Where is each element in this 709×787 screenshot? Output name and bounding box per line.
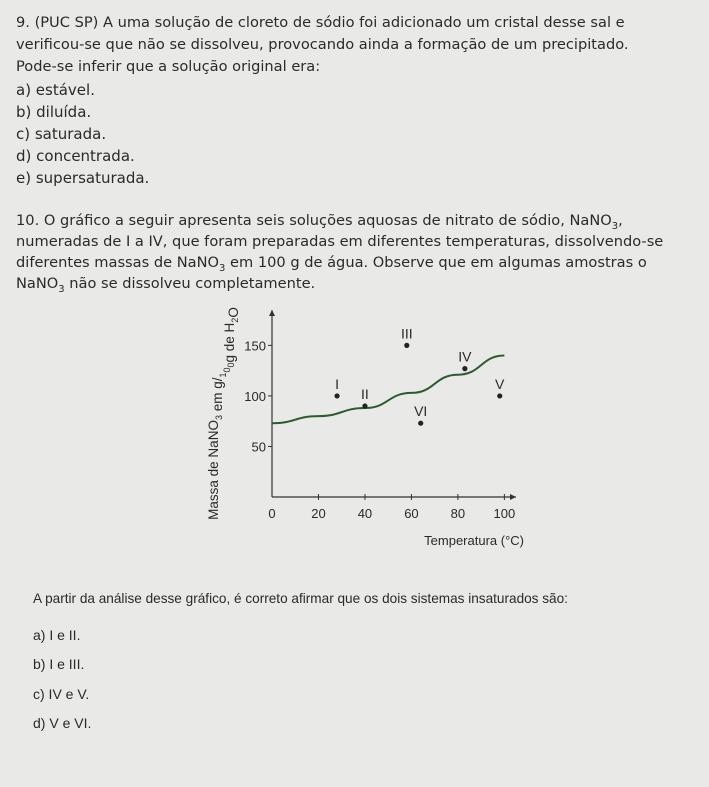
point-label-iii: III xyxy=(400,325,413,342)
x-tick-label: 100 xyxy=(493,506,516,521)
y-axis-title-part: Massa de NaNO xyxy=(206,420,221,520)
point-label-v: V xyxy=(495,375,505,392)
q10-line-3a: diferentes massas de NaNO xyxy=(16,254,219,271)
x-tick-label: 0 xyxy=(268,506,276,521)
y-axis-title-part: g de H xyxy=(222,322,237,363)
x-tick-label: 40 xyxy=(357,506,373,521)
point-iii xyxy=(404,343,409,348)
y-tick-label: 50 xyxy=(251,439,266,455)
q10-line-1-sub: 3 xyxy=(611,220,619,232)
y-axis-title-part: O xyxy=(226,307,241,318)
x-axis-arrow xyxy=(510,494,516,500)
q9-line-2: verificou-se que não se dissolveu, provocando ainda a formação de um precipitado. xyxy=(16,36,629,53)
y-axis-title xyxy=(206,307,241,520)
q10-option-d: d) V e VI. xyxy=(33,715,92,731)
point-label-iv: IV xyxy=(458,348,472,365)
q10-line-1 xyxy=(16,212,623,230)
x-axis-title: Temperatura (°C) xyxy=(424,533,524,548)
q10-line-4b: não se dissolveu completamente. xyxy=(64,275,316,292)
point-label-ii: II xyxy=(361,386,369,403)
q10-line-4-sub: 3 xyxy=(58,283,65,295)
y-axis-title-part: 3 xyxy=(214,415,224,421)
q9-option-b: b) diluída. xyxy=(16,103,92,121)
point-i xyxy=(334,393,339,398)
q10-line-3b: em 100 g de água. Observe que em algumas amostras o xyxy=(225,254,647,271)
q10-line-3 xyxy=(16,254,647,272)
q9-option-c: c) saturada. xyxy=(16,125,107,143)
y-tick-label: 150 xyxy=(244,338,266,354)
x-tick-label: 60 xyxy=(404,506,419,521)
point-iv xyxy=(462,366,467,371)
q10-option-a: a) I e II. xyxy=(33,627,81,643)
q10-line-3-sub: 3 xyxy=(218,262,226,274)
solubility-curve xyxy=(272,355,504,423)
point-label-vi: VI xyxy=(414,403,428,420)
point-vi xyxy=(418,421,423,426)
point-label-i: I xyxy=(335,375,340,392)
y-axis-arrow xyxy=(269,310,275,316)
q10-question: A partir da análise desse gráfico, é correto afirmar que os dois sistemas insaturados são: xyxy=(33,591,568,606)
point-v xyxy=(497,393,502,398)
x-tick-label: 20 xyxy=(311,506,326,521)
q9-line-1: 9. (PUC SP) A uma solução de cloreto de sódio foi adicionado um cristal desse sal e xyxy=(16,14,625,31)
y-axis-title-part: em g/ xyxy=(210,377,225,416)
q10-option-c: c) IV e V. xyxy=(33,686,90,702)
point-ii xyxy=(362,403,367,408)
y-axis-title-part: 0 xyxy=(222,367,232,373)
q9-option-d: d) concentrada. xyxy=(16,147,135,165)
x-tick-label: 80 xyxy=(450,506,466,521)
y-axis-title-part: 0 xyxy=(226,362,236,368)
q10-line-1-end: , xyxy=(618,212,623,229)
solubility-chart xyxy=(190,290,550,580)
q9-line-3: Pode-se inferir que a solução original era: xyxy=(16,58,321,75)
y-axis-title-part: 2 xyxy=(230,317,240,323)
y-tick-label: 100 xyxy=(244,388,266,404)
y-axis-title-part: 1 xyxy=(218,372,228,378)
q9-option-a: a) estável. xyxy=(16,81,95,99)
q10-option-b: b) I e III. xyxy=(33,656,85,672)
q10-line-4a: NaNO xyxy=(16,275,59,292)
q10-line-2: numeradas de I a IV, que foram preparadas em diferentes temperaturas, dissolvendo-se xyxy=(16,233,664,250)
q9-option-e: e) supersaturada. xyxy=(16,169,150,187)
q10-line-1-text: 10. O gráfico a seguir apresenta seis soluções aquosas de nitrato de sódio, NaNO xyxy=(16,212,612,229)
